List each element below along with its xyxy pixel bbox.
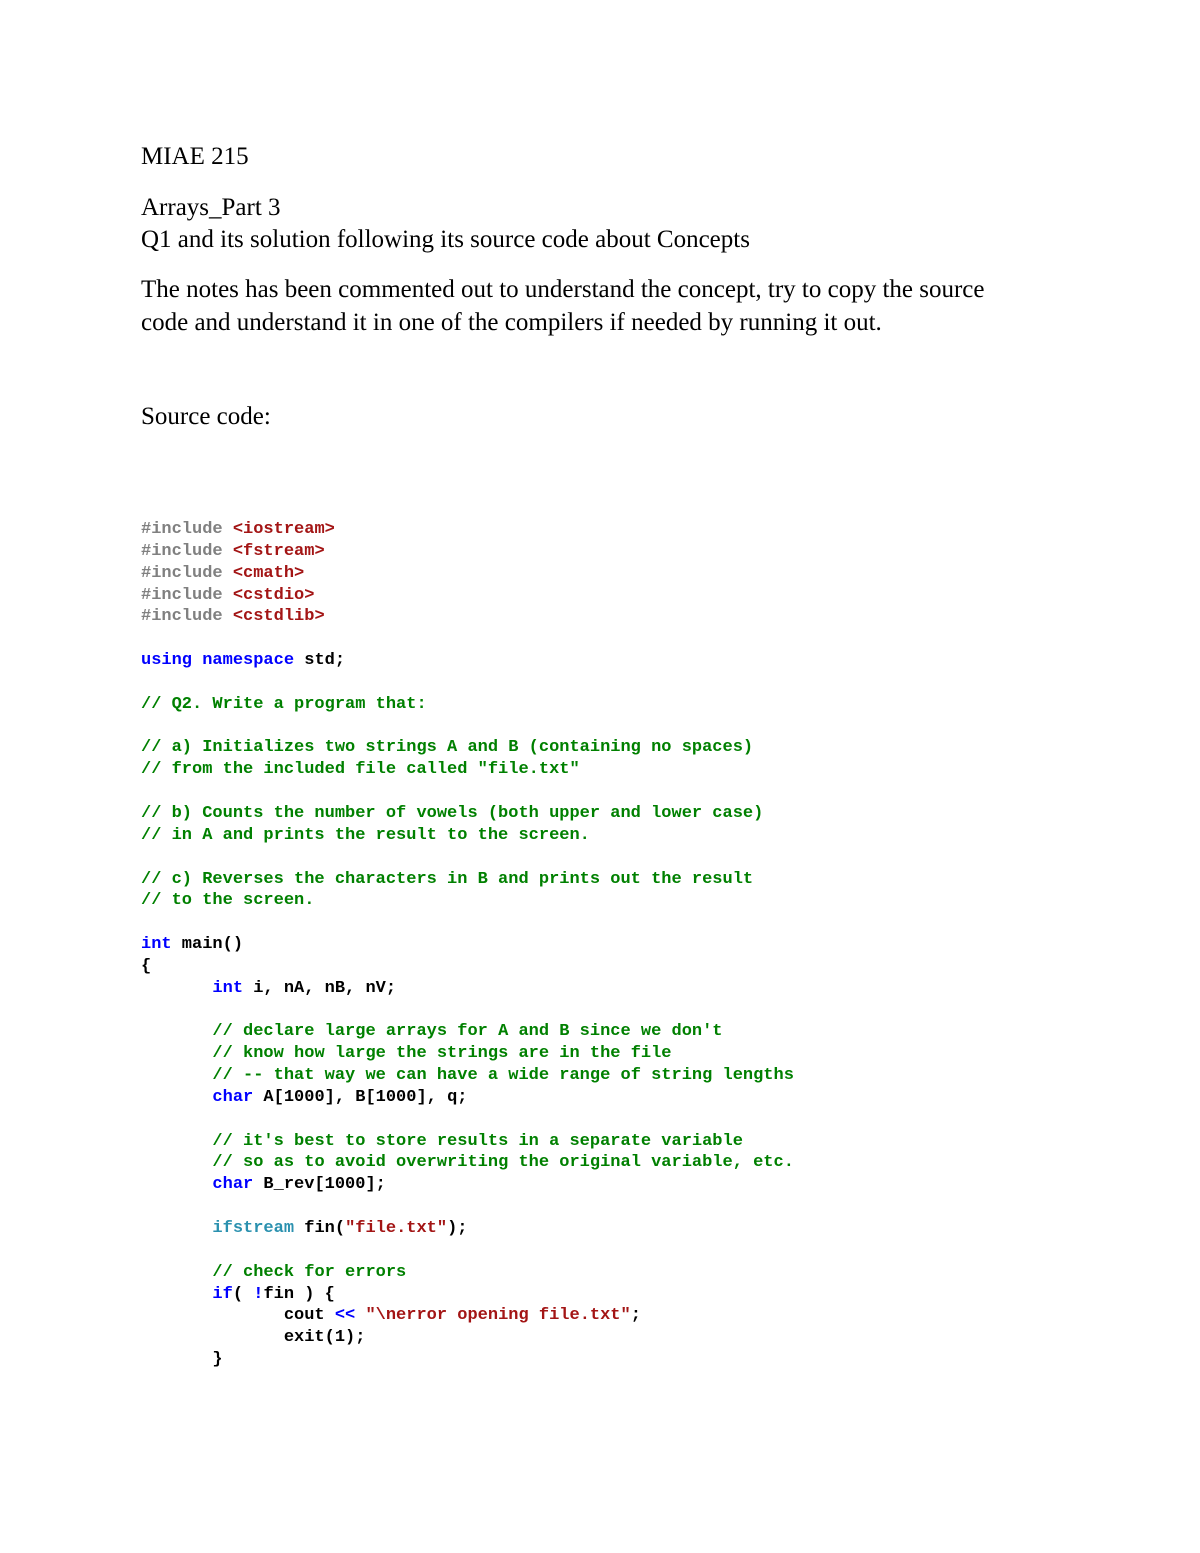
code-token: } xyxy=(141,1350,223,1370)
code-line xyxy=(141,585,794,607)
code-token: exit(1); xyxy=(141,1328,366,1348)
code-token xyxy=(192,651,202,670)
code-line xyxy=(141,1065,794,1087)
code-line xyxy=(141,737,794,759)
code-token: int xyxy=(141,935,172,955)
code-line xyxy=(141,759,794,781)
code-line xyxy=(141,694,794,716)
course-title: MIAE 215 xyxy=(141,143,249,170)
code-token: main() xyxy=(171,935,244,955)
code-token: #include xyxy=(141,541,233,561)
code-line xyxy=(141,716,794,738)
code-line xyxy=(141,934,794,956)
code-token: // declare large arrays for A and B since we don't xyxy=(212,1022,723,1042)
code-token: // know how large the strings are in the file xyxy=(212,1044,672,1064)
code-token: // it's best to store results in a separate variable xyxy=(212,1131,743,1151)
code-token: // check for errors xyxy=(212,1262,407,1282)
code-line xyxy=(141,890,794,912)
code-token: <cstdlib> xyxy=(232,607,325,627)
code-token: // from the included file called "file.txt" xyxy=(141,760,580,780)
subtitle-line-part: Arrays_Part 3 xyxy=(141,194,281,221)
code-token: char xyxy=(212,1175,254,1195)
code-line xyxy=(141,847,794,869)
code-line xyxy=(141,1349,794,1371)
code-line xyxy=(141,606,794,628)
subtitle-block xyxy=(141,192,750,256)
code-token xyxy=(141,1132,212,1151)
code-line xyxy=(141,781,794,803)
code-token: B_rev[1000]; xyxy=(253,1175,386,1195)
code-token: std; xyxy=(294,651,346,671)
code-token xyxy=(355,1306,365,1325)
code-line xyxy=(141,1284,794,1306)
code-line xyxy=(141,519,794,541)
code-token: // so as to avoid overwriting the original variable, etc. xyxy=(212,1153,794,1173)
code-token: // in A and prints the result to the screen. xyxy=(141,825,590,845)
subtitle-line-question: Q1 and its solution following its source code about Concepts xyxy=(141,226,750,253)
code-token: #include xyxy=(141,563,233,583)
code-token: i, nA, nB, nV; xyxy=(243,978,397,998)
code-line xyxy=(141,1131,794,1153)
code-line xyxy=(141,869,794,891)
code-token: namespace xyxy=(202,651,295,671)
code-line xyxy=(141,1305,794,1327)
code-token: using xyxy=(141,651,193,671)
code-line xyxy=(141,1021,794,1043)
source-code-label: Source code: xyxy=(141,403,271,430)
code-line xyxy=(141,825,794,847)
code-token xyxy=(141,1285,212,1304)
code-token: char xyxy=(212,1087,254,1107)
code-token: int xyxy=(212,978,244,998)
code-token: A[1000], B[1000], q; xyxy=(253,1087,468,1107)
code-token: // a) Initializes two strings A and B (containing no spaces) xyxy=(141,738,754,758)
code-line xyxy=(141,803,794,825)
code-token: // c) Reverses the characters in B and prints out the result xyxy=(141,869,754,889)
code-token: <cstdio> xyxy=(232,585,315,605)
code-token: #include xyxy=(141,520,233,539)
code-token: ); xyxy=(447,1219,468,1238)
code-token: { xyxy=(141,956,152,976)
code-line xyxy=(141,1152,794,1174)
intro-line: code and understand it in one of the compilers if needed by running it out. xyxy=(141,309,882,336)
code-token xyxy=(141,1175,212,1194)
code-line xyxy=(141,1262,794,1284)
code-line xyxy=(141,1043,794,1065)
code-token: ! xyxy=(253,1284,264,1304)
code-line xyxy=(141,1240,794,1262)
code-token xyxy=(141,1219,212,1238)
code-token: <iostream> xyxy=(232,520,335,539)
code-line xyxy=(141,1196,794,1218)
code-line xyxy=(141,563,794,585)
code-line xyxy=(141,1327,794,1349)
code-line xyxy=(141,672,794,694)
intro-line: The notes has been commented out to understand the concept, try to copy the source xyxy=(141,276,985,303)
code-line xyxy=(141,1174,794,1196)
code-token: fin( xyxy=(294,1219,346,1238)
code-line xyxy=(141,1109,794,1131)
code-token: ( xyxy=(232,1284,254,1304)
code-line xyxy=(141,978,794,1000)
code-token xyxy=(141,1153,212,1172)
code-line xyxy=(141,541,794,563)
code-token xyxy=(141,1022,212,1041)
code-token xyxy=(141,1088,212,1107)
code-token: <cmath> xyxy=(232,563,305,583)
code-line xyxy=(141,912,794,934)
intro-paragraph xyxy=(141,273,1071,339)
code-token: // b) Counts the number of vowels (both upper and lower case) xyxy=(141,803,764,823)
code-token: // -- that way we can have a wide range of string lengths xyxy=(212,1066,794,1086)
code-token: // to the screen. xyxy=(141,891,315,911)
code-token: "file.txt" xyxy=(345,1219,448,1238)
code-token: cout xyxy=(141,1306,335,1326)
code-token xyxy=(141,979,212,998)
code-line xyxy=(141,650,794,672)
code-token: << xyxy=(334,1306,356,1326)
code-token: ifstream xyxy=(212,1219,295,1238)
code-line xyxy=(141,1087,794,1109)
code-token xyxy=(141,1044,212,1063)
code-token: "\nerror opening file.txt" xyxy=(365,1306,631,1326)
code-token: #include xyxy=(141,607,233,627)
code-token: <fstream> xyxy=(232,541,325,561)
code-token: // Q2. Write a program that: xyxy=(141,694,427,714)
code-token: if xyxy=(212,1284,233,1304)
code-token: ; xyxy=(630,1306,641,1326)
code-line xyxy=(141,628,794,650)
code-token xyxy=(141,1066,212,1085)
code-line xyxy=(141,1218,794,1240)
code-line xyxy=(141,956,794,978)
source-code-block xyxy=(141,519,794,1371)
code-token: #include xyxy=(141,585,233,605)
code-token: fin ) { xyxy=(263,1284,335,1304)
code-token xyxy=(141,1263,212,1282)
code-line xyxy=(141,1000,794,1022)
